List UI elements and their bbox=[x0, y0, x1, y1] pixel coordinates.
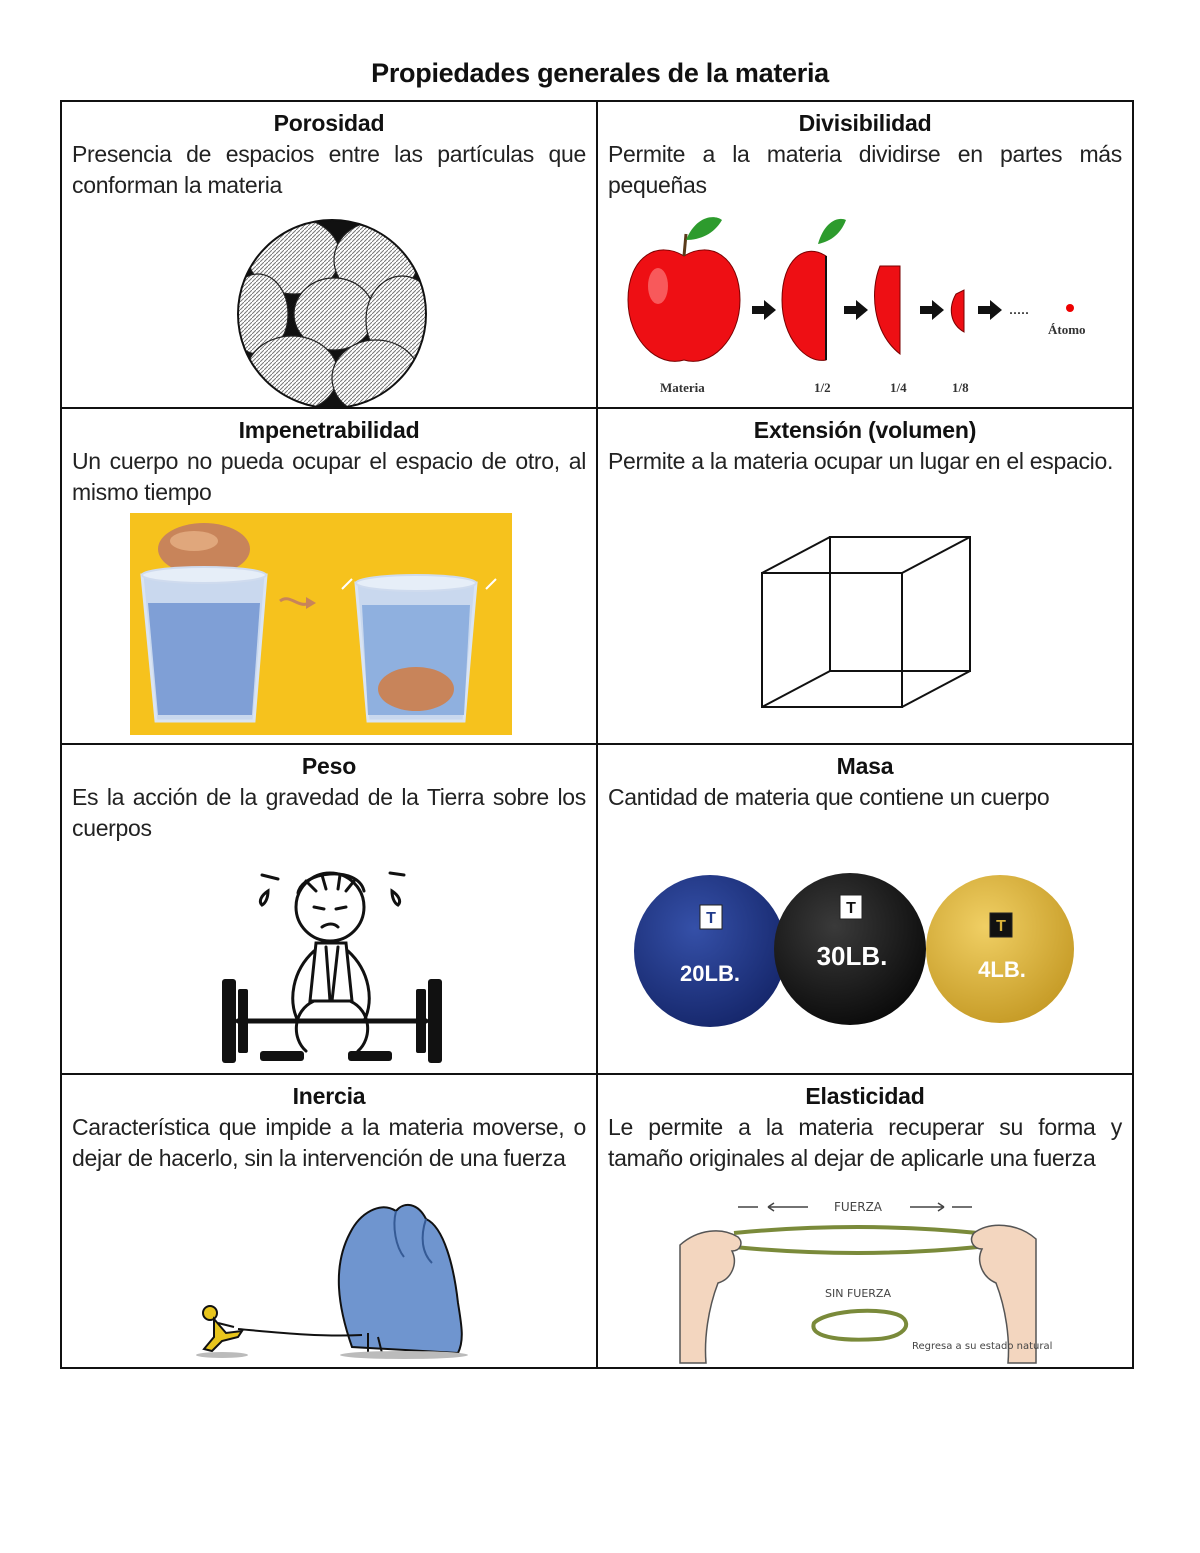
cell-description: Le permite a la materia recuperar su forma y tamaño originales al dejar de aplicarle una fuerza bbox=[608, 1114, 1122, 1171]
weightlifter-illustration bbox=[222, 851, 442, 1071]
cell-extension bbox=[597, 408, 1133, 744]
cell-heading: Extensión (volumen) bbox=[753, 417, 977, 443]
cell-masa bbox=[597, 744, 1133, 1074]
ball-label: 4LB. bbox=[978, 957, 1026, 982]
cell-heading: Porosidad bbox=[273, 110, 385, 136]
cell-description: Permite a la materia dividirse en partes más pequeñas bbox=[608, 141, 1122, 198]
divisibility-illustration bbox=[618, 210, 1118, 400]
cell-description: Presencia de espacios entre las partículas que conforman la materia bbox=[72, 141, 586, 198]
cell-description: Es la acción de la gravedad de la Tierra sobre los cuerpos bbox=[72, 784, 586, 841]
cell-description: Un cuerpo no pueda ocupar el espacio de otro, al mismo tiempo bbox=[72, 448, 586, 505]
cell-heading: Divisibilidad bbox=[798, 110, 932, 136]
cell-peso bbox=[61, 744, 597, 1074]
cell-divisibilidad bbox=[597, 101, 1133, 408]
cell-heading: Inercia bbox=[292, 1083, 366, 1109]
band-note: Regresa a su estado natural bbox=[912, 1341, 1053, 1352]
cell-heading: Peso bbox=[301, 753, 357, 779]
impenetrability-illustration bbox=[130, 513, 512, 735]
quarter-label: 1/4 bbox=[890, 380, 907, 395]
ball-logo: T bbox=[706, 910, 716, 927]
atom-label: Átomo bbox=[1048, 322, 1086, 337]
cell-description: Cantidad de materia que contiene un cuerpo bbox=[608, 784, 1050, 810]
cell-elasticidad bbox=[597, 1074, 1133, 1368]
ball-label: 20LB. bbox=[680, 961, 740, 986]
cell-heading: Masa bbox=[836, 753, 894, 779]
cell-impenetrabilidad bbox=[61, 408, 597, 744]
ball-label: 30LB. bbox=[816, 941, 888, 971]
ball-logo: T bbox=[996, 918, 1006, 935]
cell-inercia bbox=[61, 1074, 597, 1368]
inertia-illustration bbox=[182, 1197, 482, 1361]
cell-heading: Elasticidad bbox=[805, 1083, 925, 1109]
cell-description: Permite a la materia ocupar un lugar en el espacio. bbox=[608, 448, 1114, 474]
cube-illustration bbox=[760, 533, 974, 711]
elasticity-illustration bbox=[678, 1199, 1053, 1365]
porosity-illustration bbox=[236, 218, 428, 410]
eighth-label: 1/8 bbox=[952, 380, 969, 395]
cell-heading: Impenetrabilidad bbox=[238, 417, 420, 443]
page-title: Propiedades generales de la materia bbox=[371, 58, 829, 88]
medicine-balls-illustration bbox=[628, 869, 1078, 1029]
half-label: 1/2 bbox=[814, 380, 831, 395]
cell-description: Característica que impide a la materia moverse, o dejar de hacerlo, sin la intervención de una fuerza bbox=[72, 1114, 586, 1171]
cell-porosidad bbox=[61, 101, 597, 408]
ball-logo: T bbox=[846, 900, 856, 917]
whole-label: Materia bbox=[660, 380, 705, 395]
properties-table bbox=[60, 100, 1134, 1369]
dots-label: ..... bbox=[1009, 301, 1029, 318]
force-label: FUERZA bbox=[833, 1200, 883, 1214]
no-force-label: SIN FUERZA bbox=[825, 1287, 891, 1300]
